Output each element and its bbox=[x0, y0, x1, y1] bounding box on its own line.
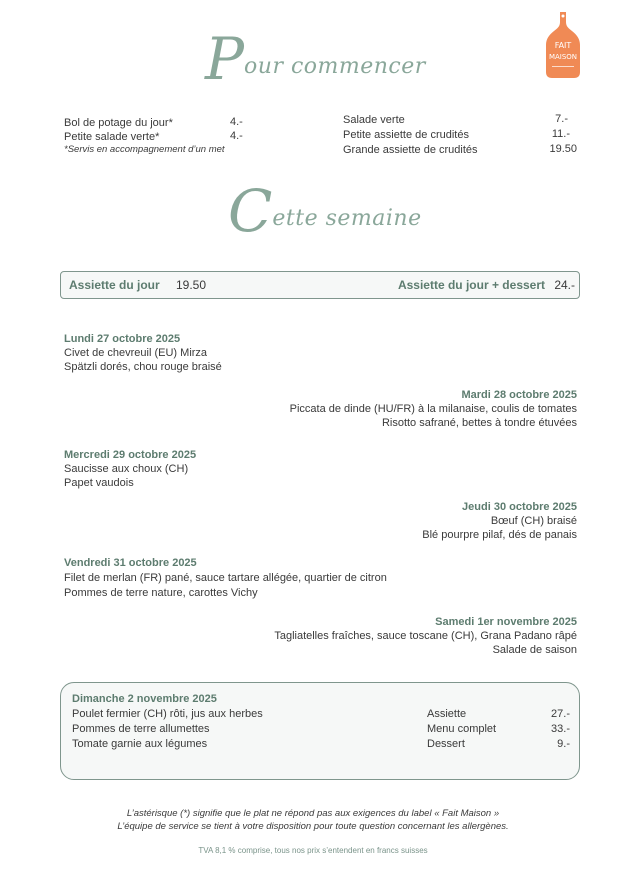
day-line: Piccata de dinde (HU/FR) à la milanaise, coulis de tomates bbox=[289, 403, 577, 415]
sunday-price: 33.- bbox=[551, 723, 570, 735]
starter-item bbox=[64, 130, 159, 145]
section-title-week bbox=[228, 177, 422, 245]
starter-item: Petite assiette de crudités bbox=[343, 129, 469, 141]
logo-line2: MAISON bbox=[548, 53, 578, 61]
day-line: Spätzli dorés, chou rouge braisé bbox=[64, 361, 222, 373]
day-date: Dimanche 2 novembre 2025 bbox=[72, 693, 217, 705]
footer-vat: TVA 8,1 % comprise, tous nos prix s’entendent en francs suisses bbox=[198, 846, 428, 855]
starter-item: Salade verte bbox=[343, 114, 405, 126]
title-initial: P bbox=[205, 25, 245, 93]
day-line: Tomate garnie aux légumes bbox=[72, 738, 208, 750]
day-line: Risotto safrané, bettes à tondre étuvées bbox=[381, 417, 577, 429]
starter-name: Bol de potage du jour* bbox=[64, 117, 173, 129]
starter-price: 4.- bbox=[230, 130, 243, 142]
day-line: Tagliatelles fraîches, sauce toscane (CH), Grana Padano râpé bbox=[274, 630, 577, 642]
sunday-box bbox=[60, 682, 580, 780]
plate-dessert-price: 24.- bbox=[554, 278, 575, 292]
day-monday bbox=[64, 332, 222, 374]
day-line: Pommes de terre nature, carottes Vichy bbox=[64, 587, 258, 599]
sunday-price-label: Dessert bbox=[427, 738, 465, 750]
starter-name: Petite salade verte* bbox=[64, 131, 160, 143]
starter-price: 19.50 bbox=[549, 143, 577, 155]
day-line: Pommes de terre allumettes bbox=[72, 723, 210, 735]
footer-note-allergens: L’équipe de service se tient à votre disposition pour toute question concernant les allergènes. bbox=[117, 821, 509, 832]
sunday-price: 9.- bbox=[557, 738, 570, 750]
day-date: Jeudi 30 octobre 2025 bbox=[462, 501, 577, 513]
day-line: Civet de chevreuil (EU) Mirza bbox=[64, 347, 208, 359]
day-tuesday bbox=[290, 388, 577, 430]
fait-maison-logo bbox=[544, 12, 582, 78]
day-line: Filet de merlan (FR) pané, sauce tartare allégée, quartier de citron bbox=[64, 572, 387, 584]
starter-item bbox=[64, 116, 173, 131]
day-line: Saucisse aux choux (CH) bbox=[64, 463, 189, 475]
day-date: Samedi 1er novembre 2025 bbox=[435, 616, 577, 628]
plate-price: 19.50 bbox=[176, 278, 207, 292]
day-date: Lundi 27 octobre 2025 bbox=[64, 333, 181, 345]
day-friday bbox=[64, 556, 387, 601]
cutting-board-icon bbox=[544, 12, 582, 78]
day-date: Mardi 28 octobre 2025 bbox=[461, 389, 577, 401]
section-title-starters bbox=[205, 25, 426, 93]
title-rest: ette semaine bbox=[272, 206, 422, 231]
starter-price: 7.- bbox=[555, 113, 568, 125]
day-line: Blé pourpre pilaf, dés de panais bbox=[422, 529, 577, 541]
sunday-price: 27.- bbox=[551, 708, 570, 720]
day-wednesday bbox=[64, 448, 196, 490]
day-line: Poulet fermier (CH) rôti, jus aux herbes bbox=[72, 708, 263, 720]
day-thursday bbox=[422, 500, 577, 542]
daily-plate-box bbox=[60, 271, 580, 299]
title-rest: our commencer bbox=[244, 54, 426, 79]
plate-label: Assiette du jour bbox=[69, 278, 160, 292]
logo-line1: FAIT bbox=[554, 41, 572, 50]
sunday-price-label: Menu complet bbox=[427, 723, 497, 735]
day-line: Papet vaudois bbox=[64, 477, 134, 489]
footer-note-asterisk: L’astérisque (*) signifie que le plat ne répond pas aux exigences du label « Fait Maison » bbox=[126, 808, 500, 819]
day-line: Bœuf (CH) braisé bbox=[490, 515, 577, 527]
sunday-price-label: Assiette bbox=[427, 708, 467, 720]
day-saturday bbox=[274, 615, 577, 657]
starter-note: *Servis en accompagnement d’un met bbox=[64, 144, 225, 155]
plate-dessert-label: Assiette du jour + dessert bbox=[397, 278, 545, 292]
title-initial: C bbox=[228, 177, 273, 245]
starter-price: 4.- bbox=[230, 116, 243, 128]
starter-item: Grande assiette de crudités bbox=[343, 144, 478, 156]
day-date: Mercredi 29 octobre 2025 bbox=[64, 449, 197, 461]
starter-price: 11.- bbox=[551, 128, 570, 140]
day-line: Salade de saison bbox=[492, 644, 577, 656]
day-date: Vendredi 31 octobre 2025 bbox=[64, 557, 197, 569]
